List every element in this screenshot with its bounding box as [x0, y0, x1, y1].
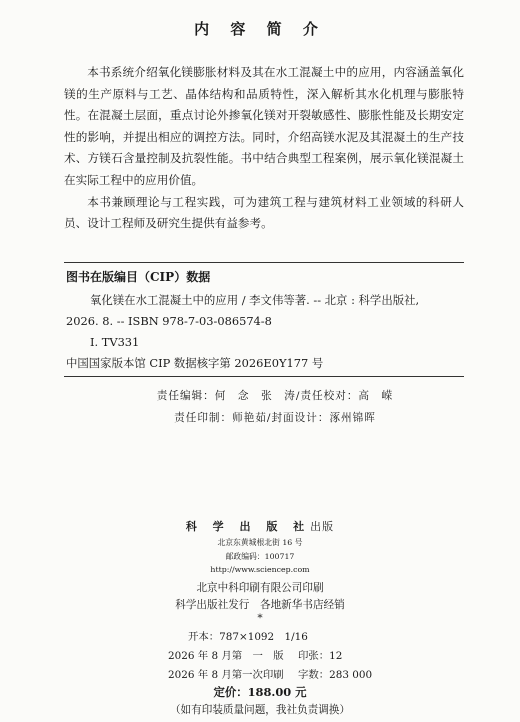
cip-line-class: I. TV331 — [90, 335, 140, 349]
cip-line-number: 中国国家版本馆 CIP 数据核字第 2026E0Y177 号 — [66, 356, 324, 370]
credits-line-2: 责任印制：师艳茹/封面设计：涿州锦晖 — [174, 412, 376, 424]
edition-label: 2026 年 8 月第 一 版 — [168, 650, 284, 662]
separator-star: * — [257, 612, 263, 624]
printer-line: 北京中科印刷有限公司印刷 — [196, 582, 324, 594]
quality-notice: （如有印装质量问题，我社负责调换） — [169, 704, 351, 716]
printing-label: 2026 年 8 月第一次印刷 — [168, 669, 284, 681]
price-label: 定价：188.00 元 — [213, 685, 307, 699]
publisher-address: 北京东黄城根北街 16 号 — [217, 538, 303, 547]
publisher-imprint — [0, 518, 520, 534]
summary-paragraph-2: 本书兼顾理论与工程实践，可为建筑工程与建筑材料工业领域的科研人员、设计工程师及研究生提供有益参考。 — [64, 194, 464, 231]
words-label: 字数：283 000 — [298, 669, 373, 681]
cip-record — [66, 290, 462, 374]
publisher-postcode: 邮政编码：100717 — [225, 552, 295, 561]
sheets-label: 印张：12 — [298, 650, 343, 662]
publisher-website: http://www.sciencep.com — [210, 565, 310, 574]
content-summary — [64, 62, 464, 235]
cip-line-isbn: 2026. 8. -- ISBN 978-7-03-086574-8 — [66, 314, 272, 328]
cip-top-rule — [64, 262, 464, 263]
publisher-suffix: 出版 — [310, 520, 335, 533]
page-title: 内 容 简 介 — [194, 20, 326, 38]
cip-heading: 图书在版编目（CIP）数据 — [66, 270, 211, 284]
cip-line-title: 氧化镁在水工混凝土中的应用 / 李文伟等著. -- 北京 : 科学出版社, — [90, 293, 420, 307]
publisher-logo-text: 科 学 出 版 社 — [185, 520, 311, 533]
summary-paragraph-1: 本书系统介绍氧化镁膨胀材料及其在水工混凝土中的应用，内容涵盖氧化镁的生产原料与工艺、晶体结构和品质特性，深入解析其水化机理与膨胀特性。在混凝土层面，重点讨论外掺氧化镁对开裂敏感性、膨胀性能及长期安定性的影响，并提出相应的调控方法。同时，介绍高镁水泥及其混凝土的生产技术、方镁石含量控制及抗裂性能。书中结合典型工程案例，展示氧化镁混凝土在实际工程中的应用价值。 — [64, 65, 464, 187]
cip-bottom-rule — [64, 376, 464, 377]
credits-line-1: 责任编辑：何 念 张 涛/责任校对：高 嵘 — [156, 390, 394, 402]
format-label: 开本：787×1092 1/16 — [188, 631, 308, 643]
distribution-line: 科学出版社发行 各地新华书店经销 — [175, 599, 345, 611]
